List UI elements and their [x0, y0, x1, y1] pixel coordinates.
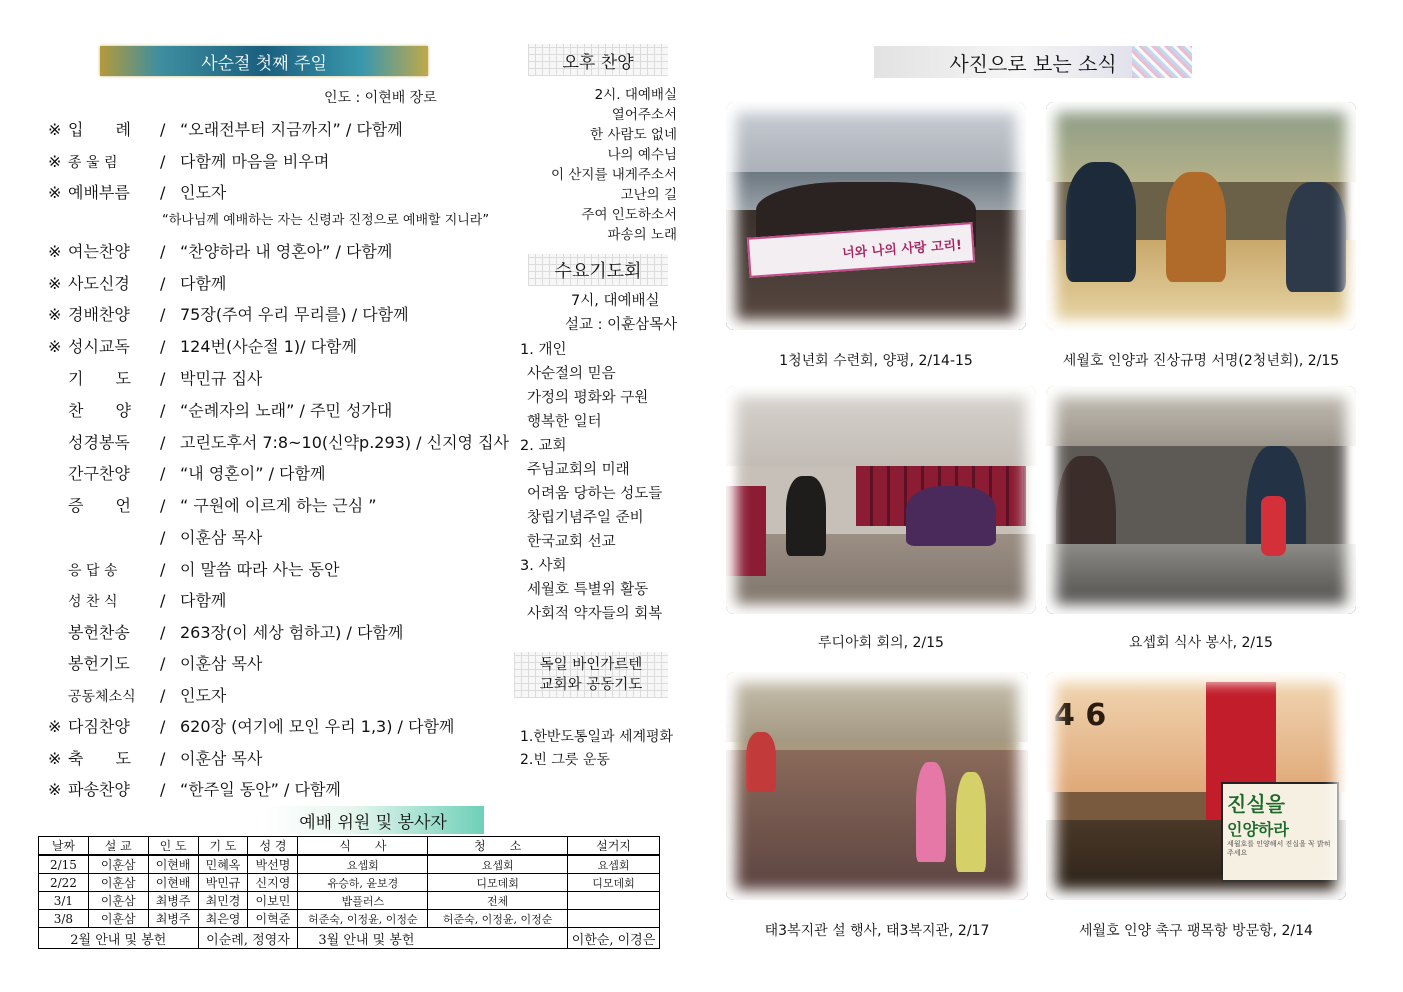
table-cell: 이훈삼	[88, 855, 148, 874]
order-name: 응 답 송	[68, 563, 118, 579]
table-cell: 요셉회	[428, 855, 568, 874]
order-separator: /	[160, 433, 166, 452]
order-item	[48, 367, 262, 391]
order-separator: /	[160, 401, 166, 420]
order-text: 124번(사순절 1)/ 다함께	[180, 337, 357, 356]
order-mark: ※	[48, 152, 62, 171]
order-separator: /	[160, 337, 166, 356]
table-cell: 최병주	[148, 892, 198, 910]
table-cell: 최은영	[198, 910, 248, 928]
order-name: 증 언	[68, 496, 131, 515]
order-name: 성시교독	[68, 337, 130, 356]
order-item	[48, 240, 392, 264]
order-separator: /	[160, 120, 166, 139]
order-name: 경배찬양	[68, 305, 130, 324]
order-text: “오래전부터 지금까지” / 다함께	[180, 120, 403, 139]
order-text: 이훈삼 목사	[180, 528, 263, 547]
order-name: 여는찬양	[68, 242, 130, 261]
table-cell: 박민규	[198, 874, 248, 892]
feb-usher-label: 2월 안내 및 봉헌	[39, 928, 199, 949]
table-cell: 민혜옥	[198, 855, 248, 874]
table-cell: 신지영	[248, 874, 298, 892]
order-item	[48, 621, 403, 645]
volunteers-table	[38, 836, 660, 949]
table-cell: 최병주	[148, 910, 198, 928]
sign-small-text: 세월호를 인양해서 진실을 꼭 밝혀주세요	[1227, 840, 1331, 857]
order-item	[48, 715, 454, 739]
order-name: 다짐찬양	[68, 717, 130, 736]
table-cell: 전체	[428, 892, 568, 910]
wednesday-prayer-banner	[528, 254, 668, 286]
table-cell: 요셉회	[568, 855, 660, 874]
order-item	[48, 335, 357, 359]
table-cell: 이보민	[248, 892, 298, 910]
service-title: 사순절 첫째 주일	[201, 53, 327, 74]
afternoon-praise-title: 오후 찬양	[562, 52, 634, 73]
table-cell: 디모데회	[568, 874, 660, 892]
table-cell	[568, 910, 660, 928]
order-name: 예배부름	[68, 183, 130, 202]
order-separator: /	[160, 560, 166, 579]
order-item	[48, 303, 409, 327]
order-item	[48, 558, 339, 582]
german-prayer-title-2: 교회와 공동기도	[539, 677, 643, 693]
photo-lydia-meeting	[726, 386, 1036, 614]
german-prayer-title-1: 독일 바인가르텐	[539, 657, 643, 673]
col-cleaning: 청 소	[428, 837, 568, 856]
table-cell: 허준숙, 이정윤, 이정순	[298, 910, 428, 928]
order-text: “순례자의 노래” / 주민 성가대	[180, 401, 393, 420]
table-cell: 밥플러스	[298, 892, 428, 910]
wednesday-prayer-item: 한국교회 선교	[527, 534, 616, 550]
sign-line-2: 인양하라	[1227, 820, 1289, 839]
order-separator: /	[160, 305, 166, 324]
order-name: 봉헌기도	[68, 654, 130, 673]
table-cell: 허준숙, 이정윤, 이정순	[428, 910, 568, 928]
col-leader: 인 도	[148, 837, 198, 856]
table-cell: 요셉회	[298, 855, 428, 874]
table-row	[39, 892, 660, 910]
col-scripture: 성 경	[248, 837, 298, 856]
wednesday-prayer-item: 세월호 특별위 활동	[527, 582, 649, 598]
volunteers-banner	[262, 806, 484, 834]
table-header-row	[39, 837, 660, 856]
order-text: 박민규 집사	[180, 369, 263, 388]
order-name: 종 울 림	[68, 155, 118, 171]
table-cell: 3/1	[39, 892, 89, 910]
order-item	[48, 778, 341, 802]
wednesday-prayer-item: 가정의 평화와 구원	[527, 390, 649, 406]
table-row	[39, 874, 660, 892]
order-item	[48, 462, 325, 486]
order-mark: ※	[48, 337, 62, 356]
order-separator: /	[160, 369, 166, 388]
afternoon-praise-item: 파송의 노래	[607, 227, 677, 243]
order-item	[48, 431, 509, 455]
order-mark: ※	[48, 305, 62, 324]
table-cell: 이혁준	[248, 910, 298, 928]
order-text: 고린도후서 7:8~10(신약p.293) / 신지영 집사	[180, 433, 509, 452]
order-item	[48, 181, 226, 205]
table-cell: 최민경	[198, 892, 248, 910]
table-cell: 이훈삼	[88, 910, 148, 928]
order-name: 봉헌찬송	[68, 623, 130, 642]
photo-news-banner	[874, 46, 1192, 78]
col-meal: 식 사	[298, 837, 428, 856]
order-item	[48, 272, 226, 296]
order-item	[48, 747, 262, 771]
photo-sewol-petition	[1046, 102, 1356, 330]
order-item	[48, 399, 392, 423]
table-cell: 2/22	[39, 874, 89, 892]
afternoon-praise-item: 한 사람도 없네	[590, 127, 677, 143]
wednesday-sermon: 설교 : 이훈삼목사	[565, 317, 678, 333]
afternoon-praise-item: 2시. 대예배실	[594, 87, 677, 103]
service-title-banner	[100, 46, 428, 76]
afternoon-praise-list	[551, 85, 677, 245]
order-item	[48, 684, 226, 708]
order-text: 263장(이 세상 험하고) / 다함께	[180, 623, 404, 642]
table-row	[39, 910, 660, 928]
order-text: 이훈삼 목사	[180, 654, 263, 673]
mar-usher-names: 이한순, 이경은	[568, 928, 660, 949]
german-prayer-banner	[514, 652, 668, 698]
sign-line-1: 진실을	[1227, 792, 1285, 816]
order-item	[48, 589, 226, 613]
order-text: 다함께	[180, 274, 227, 293]
order-text: “찬양하라 내 영혼아” / 다함께	[180, 242, 393, 261]
photo-joseph-meal	[1046, 386, 1356, 614]
caption-5: 태3복지관 설 행사, 태3복지관, 2/17	[764, 923, 990, 939]
wednesday-prayer-item: 주님교회의 미래	[527, 462, 630, 478]
wednesday-prayer-item: 어려움 당하는 성도들	[527, 486, 663, 502]
order-text: “ 구원에 이르게 하는 근심 ”	[180, 496, 377, 515]
order-separator: /	[160, 183, 166, 202]
afternoon-praise-item: 열어주소서	[611, 107, 677, 123]
table-cell: 이훈삼	[88, 874, 148, 892]
wednesday-prayer-item: 2. 교회	[520, 438, 567, 454]
photo-youth-retreat	[726, 102, 1026, 330]
col-prayer: 기 도	[198, 837, 248, 856]
table-footer-row	[39, 928, 660, 949]
order-separator: /	[160, 528, 166, 547]
order-name: 공동체소식	[68, 689, 136, 705]
col-date: 날짜	[39, 837, 89, 856]
order-separator: /	[160, 591, 166, 610]
order-text: 75장(주여 우리 무리를) / 다함께	[180, 305, 409, 324]
order-text: 다함께 마음을 비우며	[180, 152, 330, 171]
wednesday-prayer-item: 1. 개인	[520, 342, 567, 358]
order-name: 파송찬양	[68, 780, 130, 799]
afternoon-praise-banner	[528, 44, 668, 76]
call-to-worship-quote: “하나님께 예배하는 자는 신령과 진정으로 예배할 지니라”	[162, 213, 490, 228]
order-name: 입 례	[68, 120, 131, 139]
afternoon-praise-item: 주여 인도하소서	[581, 207, 677, 223]
order-text: 인도자	[180, 686, 227, 705]
table-cell: 이훈삼	[88, 892, 148, 910]
number-sign: 4 6	[1054, 698, 1107, 733]
order-mark: ※	[48, 242, 62, 261]
photo-paengmok-visit	[1046, 672, 1346, 900]
order-separator: /	[160, 749, 166, 768]
order-name: 성 찬 식	[68, 594, 118, 610]
order-mark: ※	[48, 749, 62, 768]
col-dishes: 설거지	[568, 837, 660, 856]
order-separator: /	[160, 686, 166, 705]
order-text: “내 영혼이” / 다함께	[180, 464, 326, 483]
table-cell: 박선명	[248, 855, 298, 874]
photo-banner-text: 너와 나의 사랑 고리!	[841, 237, 963, 261]
order-mark: ※	[48, 274, 62, 293]
caption-1: 1청년회 수련회, 양평, 2/14-15	[779, 353, 973, 369]
order-text: 다함께	[180, 591, 227, 610]
table-cell: 이현배	[148, 855, 198, 874]
wednesday-prayer-item: 사순절의 믿음	[527, 366, 616, 382]
caption-3: 루디아회 회의, 2/15	[818, 635, 944, 651]
caption-4: 요셉회 식사 봉사, 2/15	[1129, 635, 1273, 651]
service-leader: 인도 : 이현배 장로	[324, 90, 437, 106]
order-name: 찬 양	[68, 401, 131, 420]
order-separator: /	[160, 496, 166, 515]
wednesday-prayer-item: 창립기념주일 준비	[527, 510, 644, 526]
table-cell: 유승하, 윤보경	[298, 874, 428, 892]
col-sermon: 설 교	[88, 837, 148, 856]
order-separator: /	[160, 152, 166, 171]
table-cell	[568, 892, 660, 910]
caption-2: 세월호 인양과 진상규명 서명(2청년회), 2/15	[1062, 353, 1340, 369]
wednesday-prayer-item: 3. 사회	[520, 558, 567, 574]
order-text: 이 말씀 따라 사는 동안	[180, 560, 340, 579]
order-text: 620장 (여기에 모인 우리 1,3) / 다함께	[180, 717, 455, 736]
volunteers-title: 예배 위원 및 봉사자	[299, 812, 447, 833]
order-item	[48, 118, 403, 142]
order-name: 사도신경	[68, 274, 130, 293]
order-name: 축 도	[68, 749, 131, 768]
order-item	[48, 652, 262, 676]
table-cell: 3/8	[39, 910, 89, 928]
order-separator: /	[160, 242, 166, 261]
order-item	[48, 526, 262, 550]
order-mark: ※	[48, 717, 62, 736]
wednesday-prayer-item: 행복한 일터	[527, 414, 602, 430]
feb-usher-names: 이순례, 정영자	[198, 928, 298, 949]
order-separator: /	[160, 654, 166, 673]
order-mark: ※	[48, 120, 62, 139]
order-item	[48, 150, 329, 174]
order-separator: /	[160, 464, 166, 483]
wednesday-time: 7시, 대예배실	[571, 293, 660, 309]
photo-welfare-center-event	[726, 672, 1028, 900]
order-text: “한주일 동안” / 다함께	[180, 780, 341, 799]
mar-usher-label: 3월 안내 및 봉헌	[298, 928, 568, 949]
order-name: 간구찬양	[68, 464, 130, 483]
afternoon-praise-item: 고난의 길	[620, 187, 677, 203]
caption-6: 세월호 인양 촉구 팽목항 방문항, 2/14	[1079, 923, 1313, 939]
photo-news-title: 사진으로 보는 소식	[949, 51, 1117, 76]
order-text: 인도자	[180, 183, 227, 202]
table-cell: 디모데회	[428, 874, 568, 892]
german-prayer-item-1: 1.한반도통일과 세계평화	[520, 729, 674, 745]
german-prayer-item-2: 2.빈 그릇 운동	[520, 752, 610, 768]
afternoon-praise-item: 나의 예수님	[607, 147, 677, 163]
order-separator: /	[160, 274, 166, 293]
order-name: 기 도	[68, 369, 131, 388]
table-cell: 이현배	[148, 874, 198, 892]
order-separator: /	[160, 780, 166, 799]
order-item	[48, 494, 377, 518]
wednesday-prayer-title: 수요기도회	[554, 261, 642, 282]
order-separator: /	[160, 623, 166, 642]
table-cell: 2/15	[39, 855, 89, 874]
table-row	[39, 855, 660, 874]
order-mark: ※	[48, 183, 62, 202]
order-name: 성경봉독	[68, 433, 130, 452]
order-text: 이훈삼 목사	[180, 749, 263, 768]
wednesday-prayer-item: 사회적 약자들의 회복	[527, 606, 663, 622]
order-separator: /	[160, 717, 166, 736]
order-mark: ※	[48, 780, 62, 799]
afternoon-praise-item: 이 산지를 내게주소서	[551, 167, 677, 183]
